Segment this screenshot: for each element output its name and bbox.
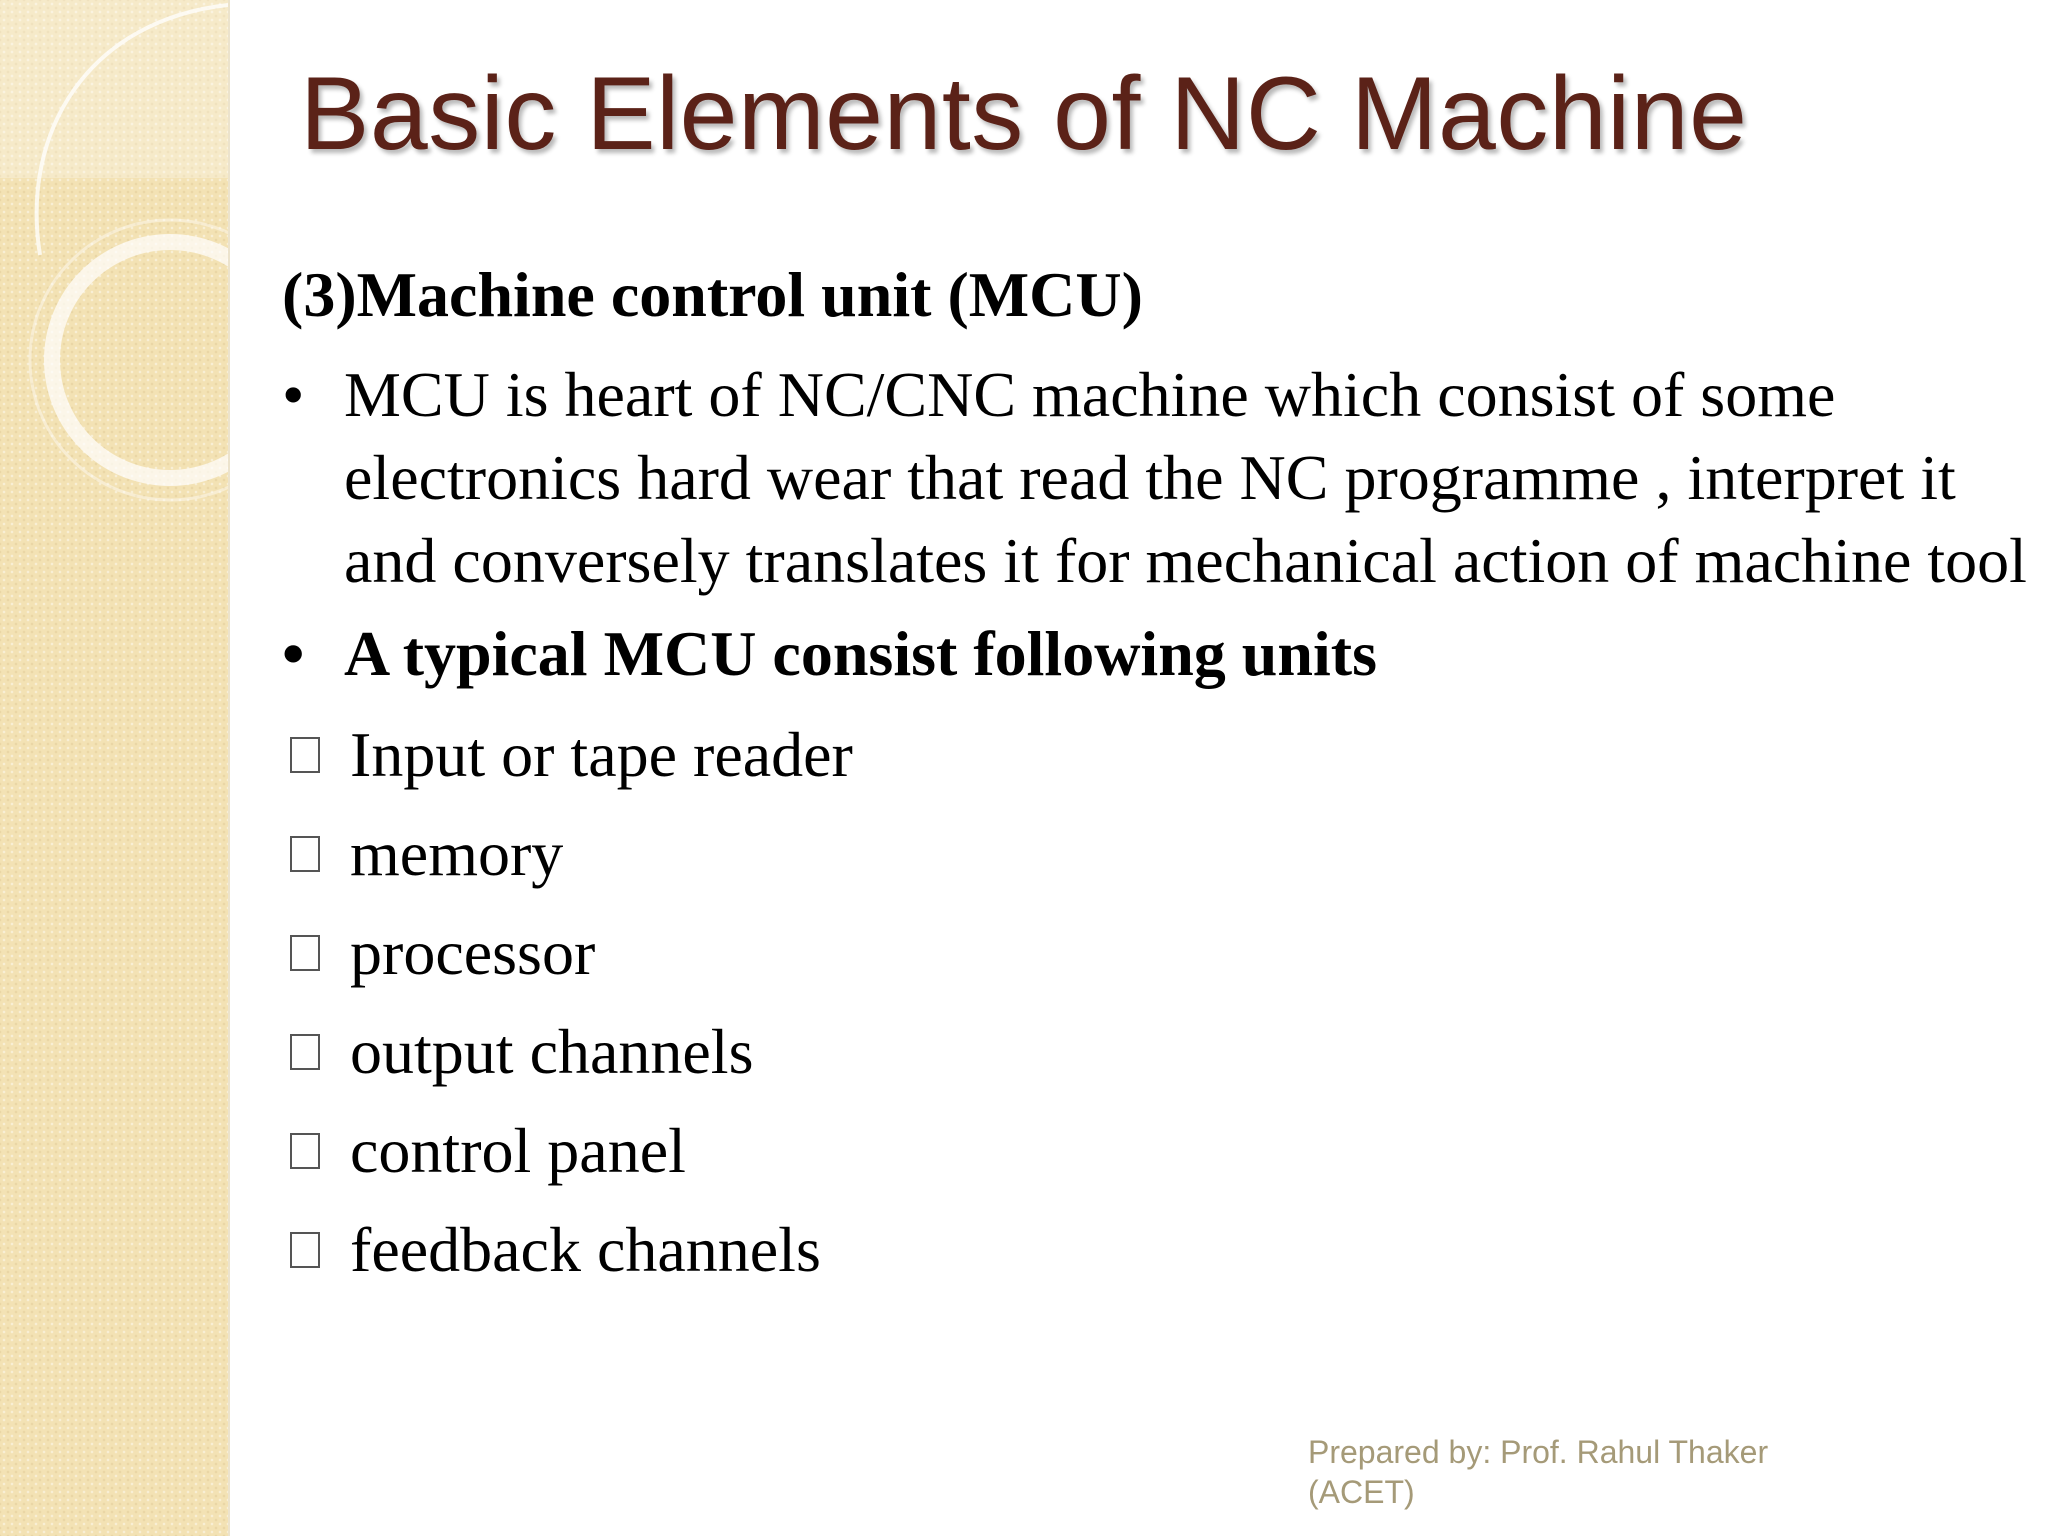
empty-box-icon xyxy=(290,935,320,971)
list-item xyxy=(282,705,2032,804)
bullet-item xyxy=(282,612,2032,695)
list-item xyxy=(282,903,2032,1002)
unit-label: Input or tape reader xyxy=(350,718,853,790)
empty-box-icon xyxy=(290,737,320,773)
list-item xyxy=(282,1200,2032,1299)
empty-box-icon xyxy=(290,1232,320,1268)
unit-label: processor xyxy=(350,916,596,988)
decorative-swirl-icon xyxy=(0,0,228,600)
list-item xyxy=(282,1002,2032,1101)
bullet-marker: • xyxy=(282,359,305,430)
unit-label: feedback channels xyxy=(350,1213,821,1285)
list-item xyxy=(282,1101,2032,1200)
footer-institution: (ACET) xyxy=(1308,1474,1415,1510)
empty-box-icon xyxy=(290,1034,320,1070)
unit-label: control panel xyxy=(350,1114,686,1186)
slide-body xyxy=(282,255,2032,1299)
decorative-side-band xyxy=(0,0,230,1536)
unit-label: memory xyxy=(350,817,564,889)
bullet-text: MCU is heart of NC/CNC machine which consist of some electronics hard wear that read the NC programme , interpret it and conversely translates it for mechanical action of machine tool xyxy=(344,359,2027,596)
bullet-text: A typical MCU consist following units xyxy=(344,618,1377,689)
empty-box-icon xyxy=(290,1133,320,1169)
section-heading: (3)Machine control unit (MCU) xyxy=(282,259,1143,330)
unit-list xyxy=(282,705,2032,1299)
unit-label: output channels xyxy=(350,1015,754,1087)
empty-box-icon xyxy=(290,836,320,872)
footer-credit xyxy=(1308,1432,1868,1512)
footer-author: Prepared by: Prof. Rahul Thaker xyxy=(1308,1434,1769,1470)
slide-title: Basic Elements of NC Machine xyxy=(300,56,1748,172)
bullet-item xyxy=(282,353,2032,602)
list-item xyxy=(282,804,2032,903)
bullet-marker: • xyxy=(282,618,305,689)
